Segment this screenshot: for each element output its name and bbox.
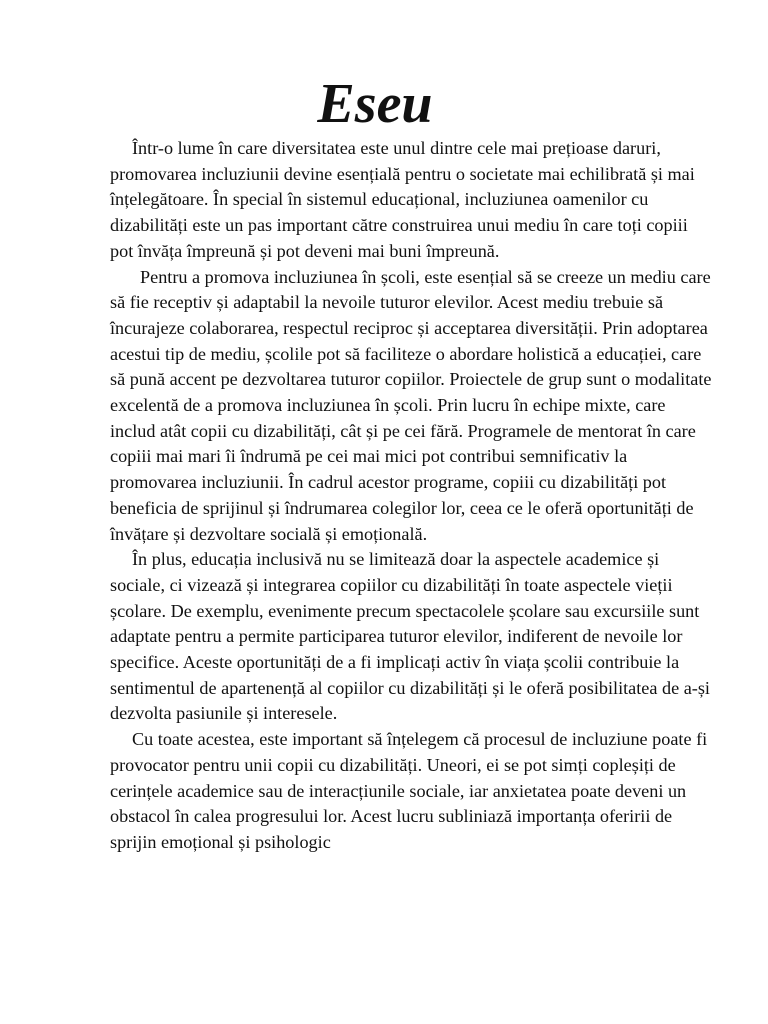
essay-body <box>110 136 712 856</box>
essay-title: Eseu <box>317 73 433 135</box>
paragraph-2: Pentru a promova incluziunea în școli, este esențial să se creeze un mediu care să fie receptiv și adaptabil la nevoile tuturor elevilor. Acest mediu trebuie să încurajeze colaborarea, respectul reciproc și acceptarea diversității. Prin adoptarea acestui tip de mediu, școlile pot să faciliteze o abordare holistică a educației, care să pună accent pe dezvoltarea tuturor copiilor. Proiectele de grup sunt o modalitate excelentă de a promova incluziunea în școli. Prin lucru în echipe mixte, care includ atât copii cu dizabilități, cât și pe cei fără. Programele de mentorat în care copiii mai mari îi îndrumă pe cei mai mici pot contribui semnificativ la promovarea incluziunii. În cadrul acestor programe, copiii cu dizabilități pot beneficia de sprijinul și îndrumarea colegilor lor, ceea ce le oferă oportunități de învățare și dezvoltare socială și emoțională. <box>110 266 712 544</box>
paragraph-1: Într-o lume în care diversitatea este unul dintre cele mai prețioase daruri, promovarea incluziunii devine esențială pentru o societate mai echilibrată și mai înțelegătoare. În special în sistemul educațional, incluziunea oamenilor cu dizabilități este un pas important către construirea unui mediu în care toți copiii pot învăța împreună și pot deveni mai buni împreună. <box>110 138 695 261</box>
paragraph-3: În plus, educația inclusivă nu se limitează doar la aspectele academice și sociale, ci vizează și integrarea copiilor cu dizabilități în toate aspectele vieții școlare. De exemplu, evenimente precum spectacolele școlare sau excursiile sunt adaptate pentru a permite participarea tuturor elevilor, indiferent de nevoile lor specifice. Aceste oportunități de a fi implicați activ în viața școlii contribuie la sentimentul de apartenență al copiilor cu dizabilități și le oferă posibilitatea de a-și dezvolta pasiunile și interesele. <box>110 549 710 724</box>
paragraph-4: Cu toate acestea, este important să înțelegem că procesul de incluziune poate fi provocator pentru unii copii cu dizabilități. Uneori, ei se pot simți copleșiți de cerințele academice sau de interacțiunile sociale, iar anxietatea poate deveni un obstacol în calea progresului lor. Acest lucru subliniază importanța oferirii de sprijin emoțional și psihologic <box>110 729 708 852</box>
